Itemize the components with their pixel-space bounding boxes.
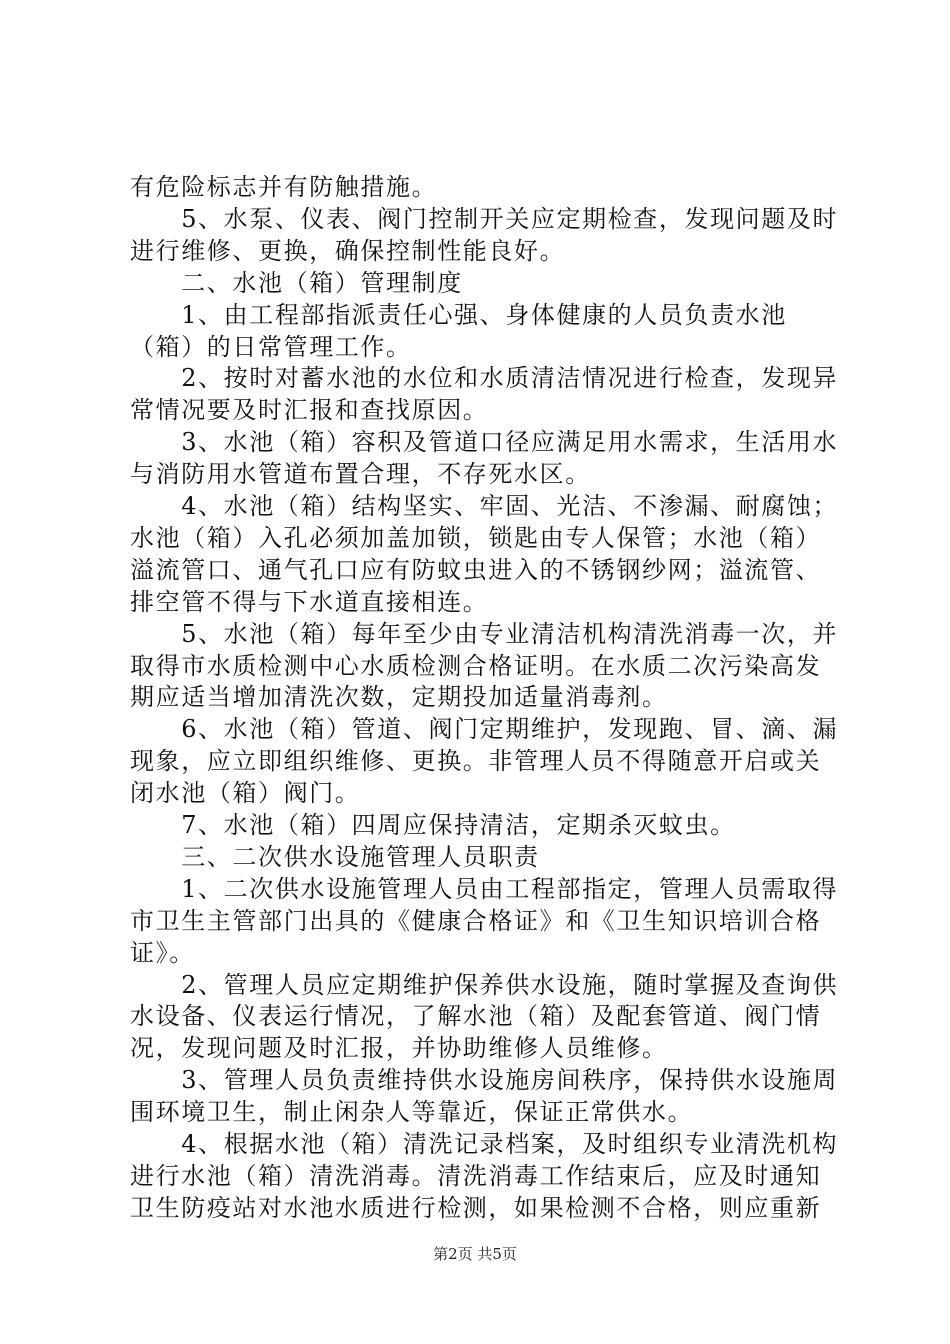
text-line: 排空管不得与下水道直接相连。 [130, 587, 489, 616]
text-line: 2、管理人员应定期维护保养供水设施，随时掌握及查询供 [130, 970, 839, 999]
text-line: 水池（箱）入孔必须加盖加锁，锁匙由专人保管；水池（箱） [130, 523, 822, 552]
text-line: 取得市水质检测中心水质检测合格证明。在水质二次污染高发 [130, 651, 822, 680]
text-line: 围环境卫生，制止闲杂人等靠近，保证正常供水。 [130, 1098, 694, 1127]
section-heading: 三、二次供水设施管理人员职责 [130, 842, 540, 871]
text-line: 现象，应立即组织维修、更换。非管理人员不得随意开启或关 [130, 747, 822, 776]
page-number-footer: 第2页 共5页 [433, 1245, 517, 1263]
text-line: 卫生防疫站对水池水质进行检测，如果检测不合格，则应重新 [130, 1193, 822, 1222]
text-line: 证》。 [130, 938, 195, 967]
text-line: 与消防用水管道布置合理，不存死水区。 [130, 460, 591, 489]
text-line: 水设备、仪表运行情况，了解水池（箱）及配套管道、阀门情 [130, 1002, 822, 1031]
text-line: 1、由工程部指派责任心强、身体健康的人员负责水池 [130, 300, 787, 329]
text-line: 3、水池（箱）容积及管道口径应满足用水需求，生活用水 [130, 428, 839, 457]
text-line: 溢流管口、通气孔口应有防蚊虫进入的不锈钢纱网；溢流管、 [130, 555, 822, 584]
text-line: 2、按时对蓄水池的水位和水质清洁情况进行检查，发现异 [130, 364, 839, 393]
text-line: 1、二次供水设施管理人员由工程部指定，管理人员需取得 [130, 874, 839, 903]
text-line: 5、水泵、仪表、阀门控制开关应定期检查，发现问题及时 [130, 204, 839, 233]
text-line: （箱）的日常管理工作。 [130, 332, 412, 361]
text-line: 4、根据水池（箱）清洗记录档案，及时组织专业清洗机构 [130, 1130, 839, 1158]
text-line: 有危险标志并有防触措施。 [130, 173, 438, 201]
text-line: 常情况要及时汇报和查找原因。 [130, 396, 489, 425]
text-line: 5、水池（箱）每年至少由专业清洁机构清洗消毒一次，并 [130, 619, 839, 648]
text-line: 7、水池（箱）四周应保持清洁，定期杀灭蚊虫。 [130, 811, 736, 839]
text-line: 进行维修、更换，确保控制性能良好。 [130, 236, 566, 265]
text-line: 闭水池（箱）阀门。 [130, 779, 361, 808]
text-line: 期应适当增加清洗次数，定期投加适量消毒剂。 [130, 683, 668, 712]
text-line: 3、管理人员负责维持供水设施房间秩序，保持供水设施周 [130, 1066, 839, 1095]
text-line: 进行水池（箱）清洗消毒。清洗消毒工作结束后，应及时通知 [130, 1161, 822, 1190]
section-heading: 二、水池（箱）管理制度 [130, 268, 463, 297]
text-line: 况，发现问题及时汇报，并协助维修人员维修。 [130, 1034, 668, 1063]
text-line: 4、水池（箱）结构坚实、牢固、光洁、不渗漏、耐腐蚀； [130, 492, 839, 520]
text-line: 市卫生主管部门出具的《健康合格证》和《卫生知识培训合格 [130, 906, 822, 935]
text-line: 6、水池（箱）管道、阀门定期维护，发现跑、冒、滴、漏 [130, 715, 839, 744]
